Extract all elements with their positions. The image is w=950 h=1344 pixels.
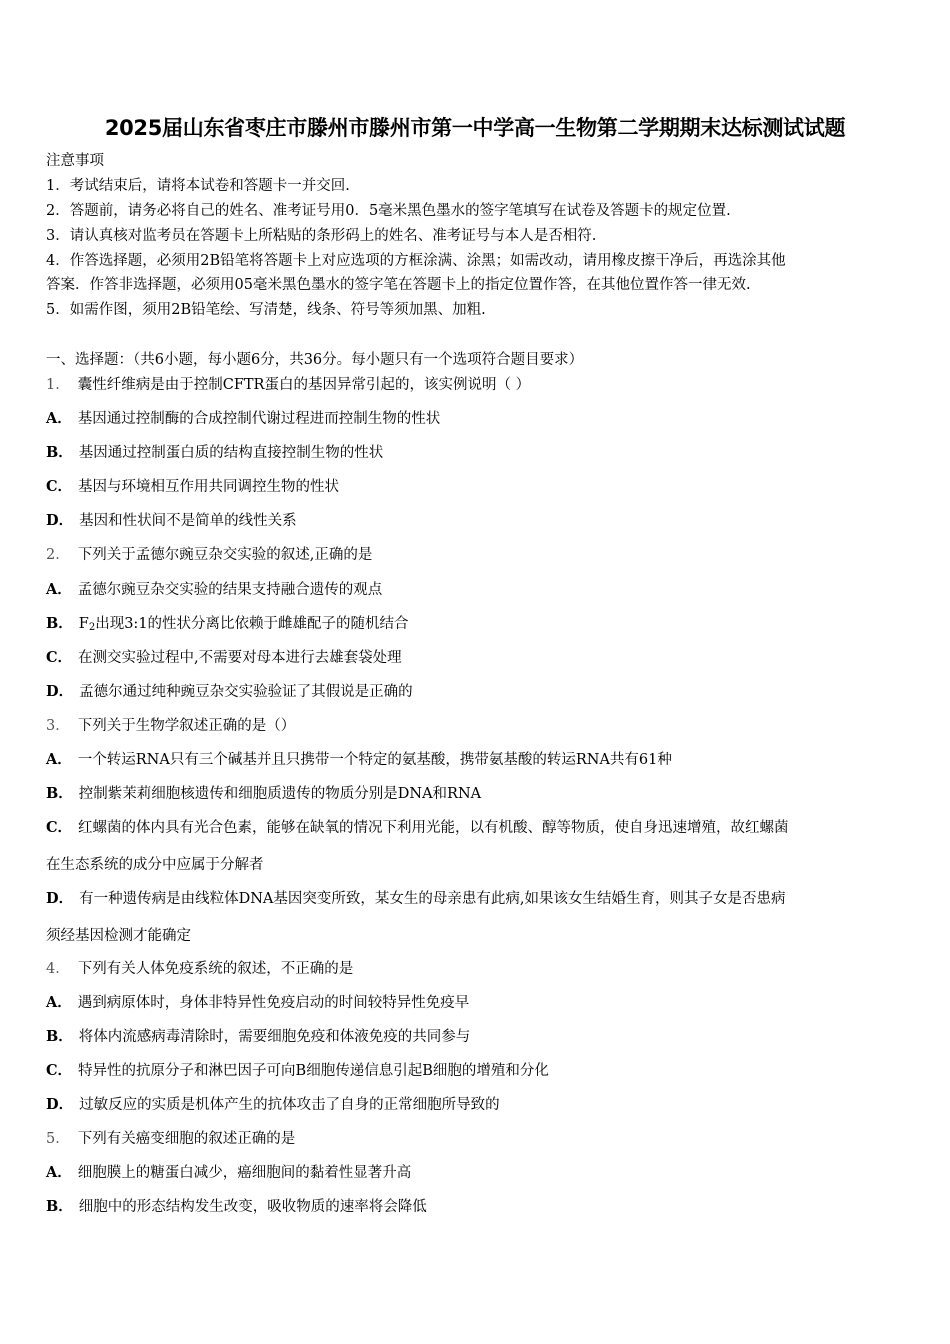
question-number: 3． (46, 718, 70, 734)
option-label: D． (46, 512, 74, 529)
question-number: 5． (46, 1131, 70, 1147)
option-label: A． (46, 994, 72, 1011)
option-text: 细胞中的形态结构发生改变，吸收物质的速率将会降低 (78, 1199, 427, 1215)
f2-subscript: 2 (88, 622, 96, 633)
option-text: 一个转运RNA只有三个碱基并且只携带一个特定的氨基酸，携带氨基酸的转运RNA共有61种 (77, 752, 672, 768)
option-text: 孟德尔通过纯种豌豆杂交实验验证了其假说是正确的 (79, 684, 413, 700)
question-1-stem (46, 375, 904, 395)
notice-item-2: 2．答题前，请务必将自己的姓名、准考证号用0．5毫米黑色墨水的签字笔填写在试卷及答题卡的规定位置. (46, 203, 731, 219)
option-text: 基因和性状间不是简单的线性关系 (79, 513, 297, 529)
notice-item-5: 5．如需作图，须用2B铅笔绘、写清楚，线条、符号等须加黑、加粗. (46, 302, 486, 318)
f2-symbol: F (78, 616, 89, 632)
option-text: 在测交实验过程中,不需要对母本进行去雄套袋处理 (78, 650, 402, 666)
notice-heading: 注意事项 (46, 153, 104, 169)
option-text: 基因通过控制酶的合成控制代谢过程进而控制生物的性状 (77, 411, 441, 427)
option-text: 过敏反应的实质是机体产生的抗体攻击了自身的正常细胞所导致的 (79, 1097, 500, 1113)
question-text: 下列关于生物学叙述正确的是（） (77, 718, 296, 734)
question-3-option-c (46, 818, 904, 838)
option-label: A． (46, 751, 72, 768)
question-4-option-c (46, 1061, 904, 1081)
option-label: B． (46, 444, 73, 461)
question-5-option-a (46, 1163, 904, 1183)
option-text: 控制紫茉莉细胞核遗传和细胞质遗传的物质分别是DNA和RNA (78, 786, 482, 802)
question-4-option-a (46, 993, 904, 1013)
question-text: 下列有关人体免疫系统的叙述，不正确的是 (77, 961, 354, 977)
question-number: 4． (46, 961, 70, 977)
question-1-option-a (46, 409, 904, 429)
option-text: 特异性的抗原分子和淋巴因子可向B细胞传递信息引起B细胞的增殖和分化 (78, 1063, 549, 1079)
option-label: D． (46, 1096, 74, 1113)
option-label: C． (46, 478, 73, 495)
option-text: 细胞膜上的糖蛋白减少，癌细胞间的黏着性显著升高 (77, 1165, 412, 1181)
question-3-option-d-cont: 须经基因检测才能确定 (46, 928, 191, 944)
question-number: 2． (46, 547, 70, 563)
question-3-stem (46, 716, 904, 736)
option-text: 基因通过控制蛋白质的结构直接控制生物的性状 (78, 445, 384, 461)
question-5-option-b (46, 1197, 904, 1217)
option-label: A． (46, 1164, 72, 1181)
question-1-option-c (46, 477, 904, 497)
option-label: D． (46, 890, 74, 907)
option-label: A． (46, 581, 72, 598)
question-4-option-b (46, 1027, 904, 1047)
section-heading: 一、选择题：（共6小题，每小题6分，共36分。每小题只有一个选项符合题目要求） (46, 352, 584, 368)
question-4-option-d (46, 1095, 904, 1115)
question-2-option-c (46, 648, 904, 668)
option-label: C． (46, 1062, 73, 1079)
question-2-option-b (46, 614, 904, 638)
question-5-stem (46, 1129, 904, 1149)
question-number: 1． (46, 377, 70, 393)
question-text: 下列关于孟德尔豌豆杂交实验的叙述,正确的是 (77, 547, 373, 563)
option-label: B． (46, 615, 73, 632)
option-text: 遇到病原体时，身体非特异性免疫启动的时间较特异性免疫早 (77, 995, 470, 1011)
question-3-option-a (46, 750, 904, 770)
option-label: C． (46, 649, 73, 666)
option-label: D． (46, 683, 74, 700)
option-text: 将体内流感病毒清除时，需要细胞免疫和体液免疫的共同参与 (78, 1029, 471, 1045)
question-3-option-d (46, 889, 904, 909)
question-3-option-c-cont: 在生态系统的成分中应属于分解者 (46, 857, 264, 873)
notice-item-4: 4．作答选择题，必须用2B铅笔将答题卡上对应选项的方框涂满、涂黑；如需改动，请用橡皮擦干净后，再选涂其他 (46, 253, 786, 269)
option-text: 红螺菌的体内具有光合色素，能够在缺氧的情况下利用光能，以有机酸、醇等物质，使自身迅速增殖，故红螺菌 (78, 820, 789, 836)
option-text: 出现3:1的性状分离比依赖于雌雄配子的随机结合 (95, 616, 409, 632)
page-title: 2025届山东省枣庄市滕州市滕州市第一中学高一生物第二学期期末达标测试试题 (104, 116, 846, 140)
question-1-option-b (46, 443, 904, 463)
notice-item-1: 1．考试结束后，请将本试卷和答题卡一并交回. (46, 178, 350, 194)
notice-item-4-cont: 答案．作答非选择题，必须用05毫米黑色墨水的签字笔在答题卡上的指定位置作答，在其他位置作答一律无效. (46, 277, 751, 293)
option-text: 孟德尔豌豆杂交实验的结果支持融合遗传的观点 (77, 582, 383, 598)
option-label: A． (46, 410, 72, 427)
option-label: B． (46, 1028, 73, 1045)
option-text: 基因与环境相互作用共同调控生物的性状 (78, 479, 340, 495)
question-text: 囊性纤维病是由于控制CFTR蛋白的基因异常引起的，该实例说明（ ） (77, 377, 531, 393)
notice-item-3: 3．请认真核对监考员在答题卡上所粘贴的条形码上的姓名、准考证号与本人是否相符. (46, 228, 597, 244)
question-4-stem (46, 959, 904, 979)
question-text: 下列有关癌变细胞的叙述正确的是 (77, 1131, 296, 1147)
question-2-stem (46, 545, 904, 565)
question-2-option-d (46, 682, 904, 702)
option-label: C． (46, 819, 73, 836)
option-label: B． (46, 785, 73, 802)
question-3-option-b (46, 784, 904, 804)
question-2-option-a (46, 580, 904, 600)
option-text: 有一种遗传病是由线粒体DNA基因突变所致，某女生的母亲患有此病,如果该女生结婚生育，则其子女是否患病 (79, 891, 786, 907)
question-1-option-d (46, 511, 904, 531)
option-label: B． (46, 1198, 73, 1215)
